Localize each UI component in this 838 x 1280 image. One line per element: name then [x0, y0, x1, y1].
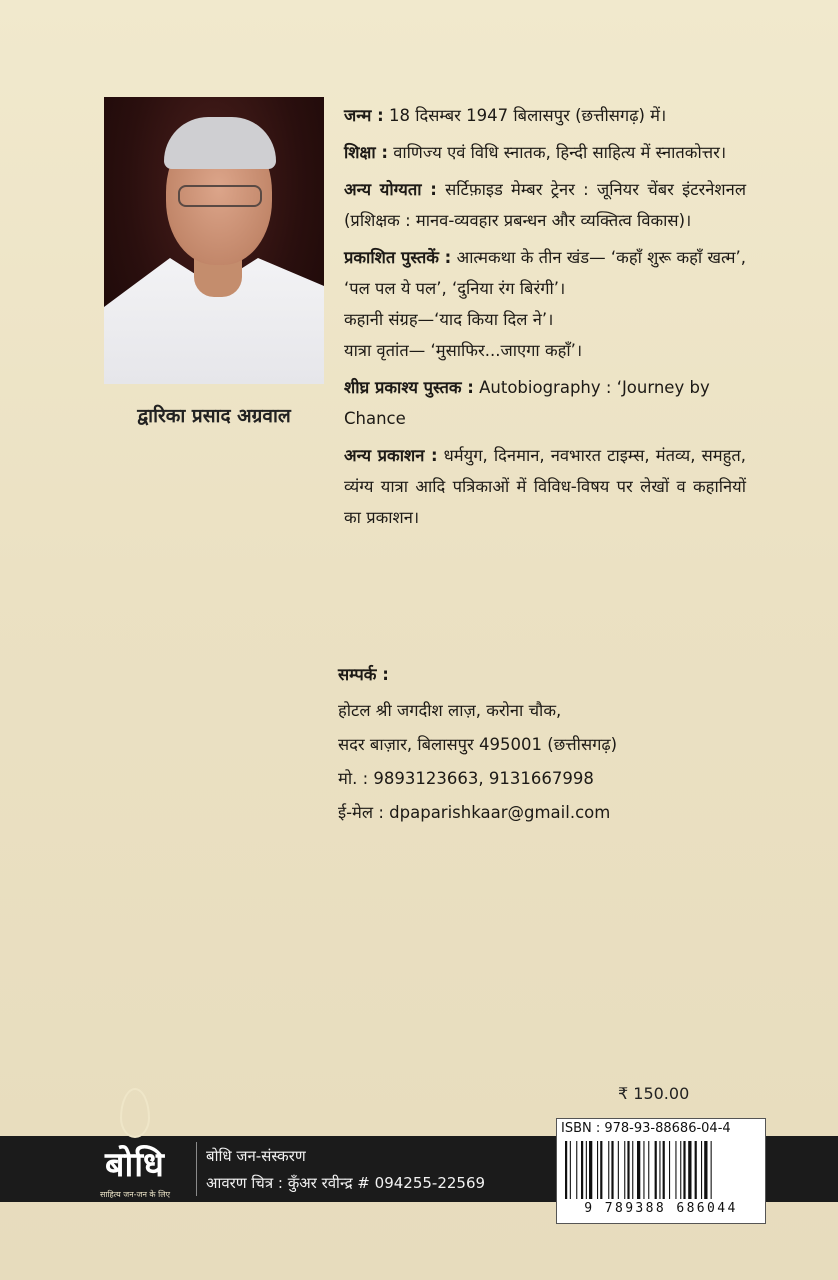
birth-label: जन्म : — [344, 106, 384, 125]
price-label: ₹ 150.00 — [618, 1084, 690, 1103]
publisher-tagline: साहित्य जन-जन के लिए — [99, 1190, 171, 1199]
barcode-digits: 9 789388 686044 — [584, 1201, 738, 1216]
barcode-bar — [655, 1141, 657, 1199]
barcode-bar — [627, 1141, 629, 1199]
barcode-bar — [669, 1141, 670, 1199]
barcode-bar — [701, 1141, 702, 1199]
publisher-credits — [206, 1143, 485, 1197]
barcode-bar — [711, 1141, 712, 1199]
books-label: प्रकाशित पुस्तकें : — [344, 248, 452, 267]
publisher-logo — [80, 1088, 190, 1210]
barcode-bar — [704, 1141, 707, 1199]
upcoming-label: शीघ्र प्रकाश्य पुस्तक : — [344, 378, 474, 397]
contact-phone: मो. : 9893123663, 9131667998 — [338, 769, 594, 788]
barcode-bar — [581, 1141, 583, 1199]
barcode-bar — [675, 1141, 676, 1199]
author-name: द्वारिका प्रसाद अग्रवाल — [137, 405, 291, 427]
barcode-bar — [624, 1141, 625, 1199]
contact-label: सम्पर्क : — [338, 665, 389, 684]
contact-email: ई-मेल : dpaparishkaar@gmail.com — [338, 803, 611, 822]
barcode-bar — [600, 1141, 602, 1199]
barcode-bar — [688, 1141, 691, 1199]
books-text: आत्मकथा के तीन खंड— ‘कहाँ शुरू कहाँ खत्म’, ‘पल पल ये पल’, ‘दुनिया रंग बिरंगी’। — [344, 248, 746, 298]
barcode-bar — [632, 1141, 633, 1199]
barcode-bar — [597, 1141, 598, 1199]
other-text: सर्टिफ़ाइड मेम्बर ट्रेनर : जूनियर चेंबर इंटरनेशनल (प्रशिक्षक : मानव-व्यवहार प्रबन्धन और व्यक्तित्व विकास)। — [344, 180, 747, 230]
barcode-bar — [643, 1141, 644, 1199]
barcode-bar — [663, 1141, 665, 1199]
bio-education — [344, 137, 746, 168]
barcode-bar — [683, 1141, 685, 1199]
barcode-bar — [576, 1141, 577, 1199]
author-photo — [104, 97, 324, 384]
band-divider — [196, 1142, 197, 1196]
publications-label: अन्य प्रकाशन : — [344, 446, 438, 465]
barcode-bar — [586, 1141, 587, 1199]
bio-travel: यात्रा वृतांत— ‘मुसाफिर...जाएगा कहाँ’। — [344, 341, 583, 360]
barcode-bar — [659, 1141, 660, 1199]
upcoming-text: Autobiography : ‘Journey by Chance — [344, 378, 710, 428]
other-label: अन्य योग्यता : — [344, 180, 437, 199]
bio-published-books — [344, 242, 746, 304]
isbn-barcode-box — [556, 1118, 766, 1224]
barcode-graphic — [565, 1141, 757, 1199]
barcode-bar — [565, 1141, 567, 1199]
bio-birth — [344, 100, 746, 131]
author-bio — [344, 100, 746, 539]
birth-text: 18 दिसम्बर 1947 बिलासपुर (छत्तीसगढ़) में। — [383, 106, 667, 125]
contact-section — [338, 658, 758, 830]
bio-stories: कहानी संग्रह—‘याद किया दिल ने’। — [344, 310, 554, 329]
cover-art-credit: आवरण चित्र : कुँअर रवीन्द्र # 094255-22569 — [206, 1174, 486, 1192]
author-glasses — [178, 185, 262, 207]
barcode-bar — [589, 1141, 592, 1199]
bio-other-publications — [344, 440, 746, 533]
edition-label: बोधि जन-संस्करण — [206, 1147, 306, 1165]
bio-upcoming-book — [344, 372, 746, 434]
bio-other-qualification — [344, 174, 746, 236]
barcode-bar — [648, 1141, 649, 1199]
barcode-bar — [618, 1141, 619, 1199]
publications-text: धर्मयुग, दिनमान, नवभारत टाइम्स, मंतव्य, समहुत, व्यंग्य यात्रा आदि पत्रिकाओं में विविध-विषय पर लेखों व कहानियों का प्रकाशन। — [344, 446, 747, 527]
barcode-bar — [608, 1141, 609, 1199]
education-text: वाणिज्य एवं विधि स्नातक, हिन्दी साहित्य में स्नातकोत्तर। — [387, 143, 727, 162]
barcode-bar — [637, 1141, 640, 1199]
flame-icon — [120, 1088, 150, 1138]
contact-address-line1: होटल श्री जगदीश लाज़, करोना चौक, — [338, 701, 562, 720]
barcode-bar — [680, 1141, 681, 1199]
publisher-logo-text: बोधि — [105, 1145, 165, 1185]
barcode-bar — [570, 1141, 571, 1199]
contact-address-line2: सदर बाज़ार, बिलासपुर 495001 (छत्तीसगढ़) — [338, 735, 618, 754]
barcode-bar — [611, 1141, 613, 1199]
barcode-bar — [695, 1141, 697, 1199]
education-label: शिक्षा : — [344, 143, 388, 162]
isbn-number: ISBN : 978-93-88686-04-4 — [561, 1121, 731, 1136]
author-hair — [164, 117, 276, 169]
